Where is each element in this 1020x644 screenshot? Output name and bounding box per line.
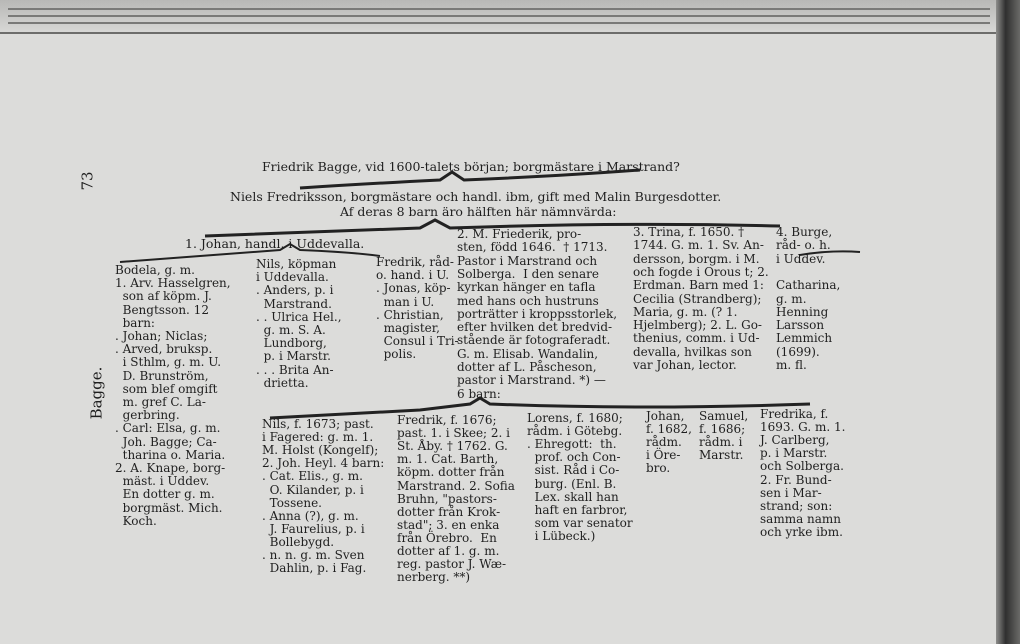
text-line: sist. Råd i Co-: [527, 463, 620, 478]
text-line: strand; son:: [760, 498, 833, 513]
text-line: 2. Joh. Heyl. 4 barn:: [262, 456, 385, 471]
text-line: och fogde i Orous t; 2.: [633, 264, 769, 279]
text-line: Dahlin, p. i Fag.: [262, 561, 367, 576]
text-line: i Fagered: g. m. 1.: [262, 430, 374, 445]
text-line: (1699).: [776, 344, 820, 359]
text-line: O. Kilander, p. i: [262, 482, 364, 497]
text-line: rådm. i Götebg.: [527, 424, 623, 439]
text-line: bro.: [646, 461, 671, 476]
text-line: 6 barn:: [457, 386, 501, 401]
text-line: Henning: [776, 304, 829, 319]
text-line: i Sthlm, g. m. U.: [115, 355, 222, 370]
text-line: i Öre-: [646, 448, 681, 463]
text-line: med hans och hustruns: [457, 293, 599, 308]
text-line: o. hand. i U.: [376, 268, 450, 283]
text-line: Marstr.: [699, 448, 744, 463]
text-line: . Anna (?), g. m.: [262, 508, 359, 523]
text-line: 1693. G. m. 1.: [760, 420, 846, 435]
text-line: rådm. i: [699, 435, 743, 450]
text-line: . Christian,: [376, 307, 444, 322]
text-line: kyrkan hänger en tafla: [457, 280, 596, 295]
text-line: Bodela, g. m.: [115, 263, 195, 277]
text-line: stående är fotograferadt.: [457, 333, 611, 348]
text-line: i Lübeck.): [527, 528, 596, 543]
child-1-heading: 1. Johan, handl. i Uddevalla.: [185, 236, 365, 251]
text-line: köpm. dotter från: [397, 465, 505, 480]
page-number: 73: [78, 171, 97, 191]
text-line: Hjelmberg); 2. L. Go-: [633, 318, 762, 333]
text-line: barn:: [115, 315, 155, 330]
text-line: tharina o. Maria.: [115, 447, 226, 462]
text-line: G. m. Elisab. Wandalin,: [457, 346, 599, 361]
text-line: magister,: [376, 321, 440, 335]
text-line: i Uddevalla.: [256, 270, 329, 285]
text-line: som var senator: [527, 515, 633, 530]
text-line: porträtter i kroppsstorlek,: [457, 306, 618, 321]
text-line: M. Holst (Kongelf);: [262, 443, 379, 458]
text-line: p. i Marstr.: [760, 446, 828, 461]
text-line: . Anders, p. i: [256, 283, 334, 298]
text-line: Solberga. I den senare: [457, 266, 599, 281]
text-line: g. m. S. A.: [256, 323, 326, 337]
header-line-2: Niels Fredriksson, borgmästare och handl. ibm, gift med Malin Burgesdotter.: [230, 189, 722, 204]
text-line: devalla, hvilkas son: [633, 344, 752, 359]
text-line: Marstrand.: [256, 296, 332, 311]
text-line: dersson, borgm. i M.: [633, 251, 760, 266]
text-line: pastor i Marstrand. *) —: [457, 373, 606, 388]
text-line: stad"; 3. en enka: [397, 517, 500, 532]
text-line: Marstrand. 2. Sofia: [397, 478, 515, 493]
text-line: J. Faurelius, p. i: [262, 521, 365, 536]
text-line: . Arved, bruksp.: [115, 342, 213, 357]
text-line: burg. (Enl. B.: [527, 476, 617, 491]
text-line: mäst. i Uddev.: [115, 474, 210, 489]
text-line: efter hvilken det bredvid-: [457, 320, 613, 335]
text-line: . Carl: Elsa, g. m.: [115, 421, 221, 436]
text-line: Consul i Tri-: [376, 334, 459, 349]
text-line: samma namn: [760, 511, 842, 526]
text-line: var Johan, lector.: [633, 358, 737, 372]
book-gutter: [996, 0, 1020, 644]
text-line: reg. pastor J. Wæ-: [397, 557, 507, 572]
text-line: m. fl.: [776, 358, 807, 372]
text-line: dotter af L. Påscheson,: [457, 360, 597, 374]
text-line: 4. Burge,: [776, 225, 833, 239]
text-line: son af köpm. J.: [115, 289, 212, 304]
text-line: 1744. G. m. 1. Sv. An-: [633, 238, 764, 253]
text-line: prof. och Con-: [527, 450, 621, 465]
text-line: . Cat. Elis., g. m.: [262, 469, 363, 484]
text-line: J. Carlberg,: [760, 433, 830, 448]
text-line: . Johan; Niclas;: [115, 329, 208, 343]
text-line: Erdman. Barn med 1:: [633, 278, 764, 293]
text-line: Samuel,: [699, 409, 749, 423]
text-line: 2. A. Knape, borg-: [115, 461, 226, 475]
text-line: 1. Arv. Hasselgren,: [115, 276, 231, 291]
text-line: Koch.: [115, 513, 157, 528]
text-line: borgmäst. Mich.: [115, 500, 223, 515]
text-line: drietta.: [256, 375, 309, 390]
text-line: rådm.: [646, 435, 682, 450]
text-line: Nils, f. 1673; past.: [262, 417, 374, 431]
text-line: Maria, g. m. (? 1.: [633, 304, 738, 319]
text-line: och Solberga.: [760, 459, 844, 474]
running-head: Bagge.: [87, 366, 106, 420]
text-line: nerberg. **): [397, 570, 471, 585]
text-line: dotter från Krok-: [397, 504, 501, 519]
text-line: från Örebro. En: [397, 530, 497, 545]
text-line: Lemmich: [776, 331, 833, 346]
text-line: Lorens, f. 1680;: [527, 411, 623, 425]
text-line: Tossene.: [262, 495, 322, 510]
text-line: Pastor i Marstrand och: [457, 253, 598, 268]
text-line: Fredrik, råd-: [376, 255, 454, 269]
text-line: Larsson: [776, 318, 825, 333]
text-line: . . . Brita An-: [256, 362, 334, 377]
text-line: man i U.: [376, 294, 435, 309]
text-line: som blef omgift: [115, 381, 218, 396]
text-line: Nils, köpman: [256, 257, 337, 271]
text-line: gerbring.: [115, 408, 180, 423]
header-line-1: Friedrik Bagge, vid 1600-talets början; borgmästare i Marstrand?: [262, 159, 680, 174]
text-line: . . Ulrica Hel.,: [256, 309, 342, 324]
text-line: Bengtsson. 12: [115, 302, 209, 317]
text-line: 3. Trina, f. 1650. †: [633, 225, 745, 239]
text-line: 2. Fr. Bund-: [760, 472, 832, 487]
text-line: . Ehregott: th.: [527, 437, 617, 452]
text-line: polis.: [376, 347, 417, 362]
text-line: En dotter g. m.: [115, 487, 215, 502]
text-line: haft en farbror,: [527, 502, 628, 517]
text-line: p. i Marstr.: [256, 349, 331, 364]
text-line: Bollebygd.: [262, 534, 335, 549]
text-line: m. gref C. La-: [115, 395, 206, 409]
text-line: f. 1686;: [699, 422, 746, 437]
text-line: Lundborg,: [256, 336, 327, 351]
text-line: Lex. skall han: [527, 489, 619, 504]
text-line: f. 1682,: [646, 422, 692, 437]
text-line: i Uddev.: [776, 251, 826, 266]
text-line: St. Åby. † 1762. G.: [397, 439, 508, 454]
text-line: Joh. Bagge; Ca-: [115, 434, 217, 449]
text-line: Johan,: [646, 409, 685, 423]
text-line: g. m.: [776, 291, 807, 306]
text-line: past. 1. i Skee; 2. i: [397, 426, 511, 441]
text-line: sen i Mar-: [760, 485, 822, 500]
text-line: och yrke ibm.: [760, 524, 843, 539]
text-line: m. 1. Cat. Barth,: [397, 452, 499, 467]
text-line: sten, född 1646. † 1713.: [457, 240, 608, 255]
text-line: dotter af 1. g. m.: [397, 544, 500, 558]
header-line-3: Af deras 8 barn äro hälften här nämnvärda:: [340, 204, 617, 219]
text-line: thenius, comm. i Ud-: [633, 331, 760, 346]
text-line: Fredrika, f.: [760, 407, 829, 421]
text-line: Catharina,: [776, 278, 841, 293]
text-line: . Jonas, köp-: [376, 281, 451, 296]
text-line: Cecilia (Strandberg);: [633, 291, 762, 306]
text-line: Bruhn, "pastors-: [397, 491, 497, 506]
text-line: Fredrik, f. 1676;: [397, 413, 497, 427]
text-line: . n. n. g. m. Sven: [262, 548, 365, 562]
text-line: 2. M. Friederik, pro-: [457, 227, 582, 241]
text-line: D. Brunström,: [115, 368, 209, 383]
text-line: råd- o. h.: [776, 238, 831, 253]
